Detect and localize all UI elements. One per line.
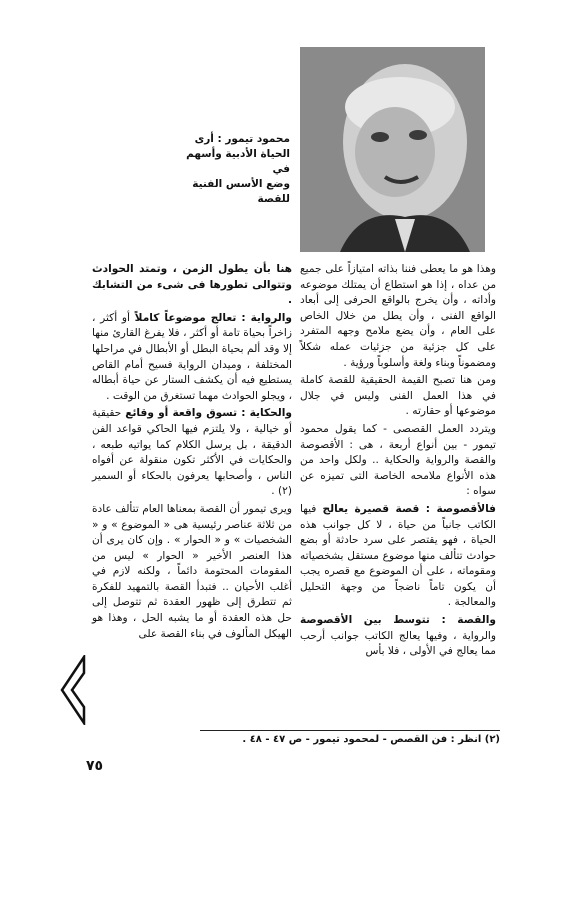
paragraph-body: أو أكثر ، زاخراً بحياة تامة أو أكثر ، فلا يفرغ القارئ منها إلا وقد ألم بحياة البطل أو الأبطال في مراحلها المختلفة ، وميدان الرواية فسيح أمام القاص يستطيع فيه أن يكشف الستار عن حياة أبطاله ، ويجلو الحوادث مهما تستغرق من الوقت .: [92, 311, 292, 402]
paragraph-body: حقيقية أو خيالية ، ولا يلتزم فيها الحاكي قواعد الفن الدقيقة ، بل يرسل الكلام كما يواتيه طبعه ، والحكايات في الأكثر تكون منقولة عن أفواه الناس ، وأصحابها يعرفون بالحكاء أو السمير (٢) .: [92, 407, 292, 498]
paragraph: وهذا هو ما يعطى فننا بذاته امتيازاً على جميع من عداه ، إذا هو استطاع أن يمتلك موضوعه وأداته ، وأن يخرج بالواقع الحرفى إلى أبعاد الواقع الفنى ، وأن يطل من خلال الخاص على العام ، وأن يضع ملامح وجهه المتفرد على كل جزئية من جزئيات عمله شكلاً ومضموناً وبناء ولغة وأسلوباً ورؤية .: [300, 263, 496, 369]
paragraph: ويتردد العمل القصصى - كما يقول محمود تيمور - بين أنواع أربعة ، هى : الأقصوصة والقصة والرواية والحكاية .. ولكل واحد من هذه الأنواع ملامحه الخاصة التى تميزه عن سواه :: [300, 422, 496, 498]
paragraph-body: فيها الكاتب جانباً من حياة ، لا كل جوانب هذه الحياة ، فهو يقتصر على سرد حادثة أو بضع حوادث تتألف منها موضوع مستقل بشخصياته ومقوماته ، على أن الموضوع مع قصره يجب أن يكون تاماً ناضجاً من وجهة التحليل والمعالجة .: [300, 502, 496, 609]
term-heading: فالأقصوصة : قصة قصيرة يعالج: [322, 502, 496, 515]
paragraph: ويرى تيمور أن القصة بمعناها العام تتألف عادة من ثلاثة عناصر رئيسية هى « الموضوع » و « الشخصيات » و « الحوار » . وإن كان يرى أن هذا العنصر الأخير « الحوار » ليس من المقومات المحتومة دائماً ، ولكنه لازم في أغلب الأحيان .. فتبدأ القصة بالتمهيد للفكرة ثم تتطرق إلى ظهور العقدة ثم تتوصل إلى حل هذه العقدة أو ما يشبه الحل ، وهذا هو الهيكل المألوف في بناء القصة على: [92, 502, 292, 640]
term-heading: والقصة : تتوسط بين الأقصوصة: [300, 614, 496, 627]
paragraph: ومن هنا تصبح القيمة الحقيقية للقصة كاملة في هذا العمل الفنى وليس في جلال موضوعها أو حقارته .: [300, 374, 496, 418]
term-heading: والرواية : تعالج موضوعاً كاملاً: [134, 311, 292, 324]
paragraph: [92, 406, 292, 500]
page-number: ٧٥: [86, 758, 104, 774]
left-arrow-icon: [60, 655, 86, 725]
text-column-left: [92, 262, 292, 644]
photo-caption: محمود تيمور : أرى الحياة الأدبية وأسهم في وضع الأسس الفنية للقصة: [186, 133, 290, 205]
portrait-photo: [300, 47, 485, 252]
term-heading: والحكاية : تسوق واقعة أو وقائع: [125, 407, 293, 420]
paragraph: [92, 311, 292, 405]
paragraph-body: والرواية ، وفيها يعالج الكاتب جوانب أرحب مما يعالج في الأولى ، فلا بأس: [300, 629, 496, 658]
text-column-right: [300, 262, 496, 662]
footnote: (٢) انظر : فن القصص - لمحمود تيمور - ص ٤٧ - ٤٨ .: [200, 730, 500, 745]
paragraph: [300, 613, 496, 660]
paragraph: هنا بأن يطول الزمن ، وتمتد الحوادث وتتوالى تطورها فى شىء من التشابك .: [92, 263, 292, 307]
paragraph: [300, 502, 496, 611]
